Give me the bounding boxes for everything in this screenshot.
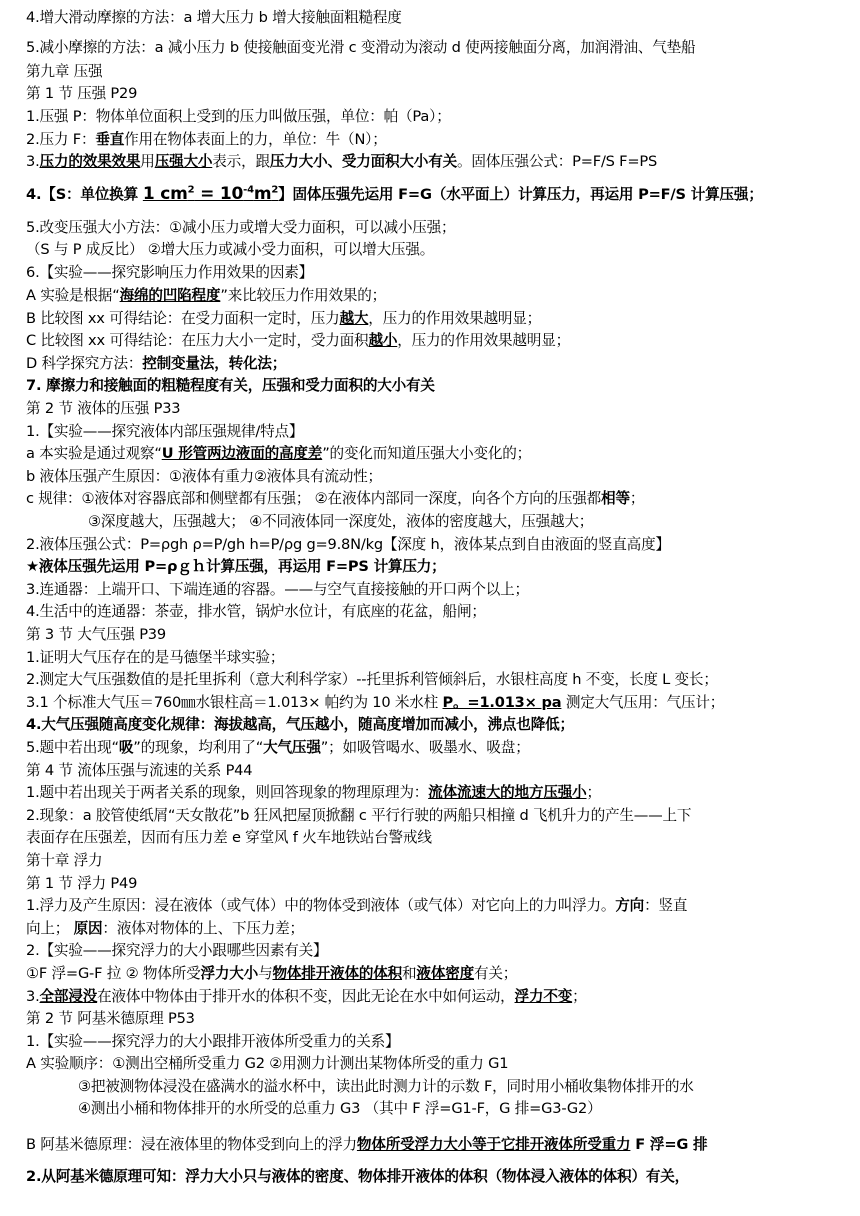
text-run: 5.题中若出现“ xyxy=(26,739,119,756)
text-run: ，压力的作用效果越明显； xyxy=(397,332,570,349)
bold-underlined-text: 浮力不变 xyxy=(514,988,573,1005)
bold-text: 相等 xyxy=(601,490,630,507)
unit-conversion-formula xyxy=(143,184,278,204)
text-line xyxy=(26,152,657,172)
text-line xyxy=(26,286,386,306)
text-run: ”来比较压力作用效果的； xyxy=(220,287,387,304)
text-run: 作用在物体表面上的力，单位：牛（N）； xyxy=(124,131,387,148)
text-line: ③深度越大，压强越大； ④不同液体同一深度处，液体的密度越大，压强越大； xyxy=(88,513,594,530)
bold-underlined-text: 越小 xyxy=(368,332,398,349)
section-heading: 第 1 节 压强 P29 xyxy=(26,85,138,102)
bold-text: 方向 xyxy=(615,897,645,914)
text-line xyxy=(26,184,763,205)
text-run: = 10 xyxy=(194,184,244,204)
chapter-heading: 第十章 浮力 xyxy=(26,852,103,869)
text-line: 4.大气压强随高度变化规律：海拔越高，气压越小，随高度增加而减小，沸点也降低； xyxy=(26,716,574,733)
bold-underlined-text: 越大 xyxy=(339,310,369,327)
text-line xyxy=(26,331,570,351)
text-line xyxy=(26,1135,707,1155)
bold-underlined-text: 液体密度 xyxy=(416,965,474,982)
bold-underlined-text: U 形管两边液面的高度差 xyxy=(161,445,323,462)
section-heading: 第 2 节 阿基米德原理 P53 xyxy=(26,1010,195,1027)
text-run: 在液体中物体由于排开水的体积不变，因此无论在水中如何运动， xyxy=(97,988,515,1005)
text-run: 2.压力 F： xyxy=(26,131,96,148)
text-line xyxy=(26,693,724,713)
text-line xyxy=(26,130,387,150)
text-line: 1.【实验——探究浮力的大小跟排开液体所受重力的关系】 xyxy=(26,1033,400,1050)
text-run: ”的变化而知道压强大小变化的； xyxy=(322,445,532,462)
text-run: 有关； xyxy=(474,965,518,982)
text-run: 与 xyxy=(258,965,273,982)
text-line: b 液体压强产生原因：①液体有重力②液体具有流动性； xyxy=(26,468,382,485)
bold-underlined-text: 全部浸没 xyxy=(39,988,98,1005)
text-line: 5.改变压强大小方法：①减小压力或增大受力面积，可以减小压强； xyxy=(26,219,456,236)
text-line: ★液体压强先运用 P=ρｇｈ计算压强，再运用 F=PS 计算压力； xyxy=(26,558,446,575)
text-run: c 规律：①液体对容器底部和侧壁都有压强； ②在液体内部同一深度，向各个方向的压强都 xyxy=(26,490,602,507)
text-line xyxy=(26,489,644,509)
section-heading: 第 1 节 浮力 P49 xyxy=(26,875,138,892)
text-line: 2.液体压强公式：P=ρgh ρ=P/gh h=P/ρg g=9.8N/kg【深度 h，液体某点到自由液面的竖直高度】 xyxy=(26,536,670,553)
text-line: 2.从阿基米德原理可知：浮力大小只与液体的密度、物体排开液体的体积（物体浸入液体的体积）有关， xyxy=(26,1168,690,1185)
text-run: A 实验是根据“ xyxy=(26,287,120,304)
bold-underlined-text: 流体流速大的地方压强小 xyxy=(428,784,587,801)
text-line: （S 与 P 成反比） ②增大压力或减小受力面积，可以增大压强。 xyxy=(26,241,435,258)
text-line xyxy=(26,919,304,939)
text-run: 1.浮力及产生原因：浸在液体（或气体）中的物体受到液体（或气体）对它向上的力叫浮力。 xyxy=(26,897,616,914)
text-run: a 本实验是通过观察“ xyxy=(26,445,162,462)
text-line xyxy=(26,964,517,984)
superscript: 2 xyxy=(187,184,195,196)
text-run: ； xyxy=(572,988,587,1005)
section-heading: 第 3 节 大气压强 P39 xyxy=(26,626,166,643)
text-run: 用 xyxy=(140,153,155,170)
bold-text: 原因 xyxy=(73,920,103,937)
bold-text: 垂直 xyxy=(95,131,125,148)
text-line: ③把被测物体浸没在盛满水的溢水杯中，读出此时测力计的示数 F，同时用小桶收集物体排开的水 xyxy=(78,1078,694,1095)
text-line: 1.【实验——探究液体内部压强规律/特点】 xyxy=(26,423,304,440)
section-heading: 第 2 节 液体的压强 P33 xyxy=(26,400,181,417)
text-line xyxy=(26,783,601,803)
text-line: 2.现象：a 胶管使纸屑“天女散花”b 狂风把屋顶掀翻 c 平行行驶的两船只相撞 d 飞机升力的产生——上下 xyxy=(26,807,692,824)
bold-text: 吸 xyxy=(118,739,134,756)
text-line: A 实验顺序：①测出空桶所受重力 G2 ②用测力计测出某物体所受的重力 G1 xyxy=(26,1055,509,1072)
bold-text: 浮力大小 xyxy=(200,965,259,982)
bold-underlined-text: 物体所受浮力大小等于它排开液体所受重力 xyxy=(356,1136,631,1153)
chapter-heading: 第九章 压强 xyxy=(26,63,103,80)
bold-text: 压力大小、受力面积大小有关 xyxy=(269,153,457,170)
text-run: B 比较图 xx 可得结论：在受力面积一定时，压力 xyxy=(26,310,340,327)
text-line: 4.生活中的连通器：茶壶，排水管，锅炉水位计，有底座的花盆，船闸； xyxy=(26,603,486,620)
bold-underlined-text: 压力的效果效果 xyxy=(39,153,141,170)
text-run: D 科学探究方法： xyxy=(26,355,143,372)
bold-text: F 浮=G 排 xyxy=(630,1136,708,1153)
text-run: 4.【S：单位换算 xyxy=(26,186,143,203)
text-run: C 比较图 xx 可得结论：在压力大小一定时，受力面积 xyxy=(26,332,369,349)
bold-underlined-text: 压强大小 xyxy=(154,153,213,170)
text-run: m xyxy=(253,184,272,204)
text-run: ：竖直 xyxy=(644,897,688,914)
text-line: 表面存在压强差，因而有压力差 e 穿堂风 f 火车地铁站台警戒线 xyxy=(26,829,432,846)
bold-underlined-text: P。=1.013× pa xyxy=(442,694,562,711)
text-line: ④测出小桶和物体排开的水所受的总重力 G3 （其中 F 浮=G1-F，G 排=G3-G2） xyxy=(78,1100,602,1117)
text-line: 7. 摩擦力和接触面的粗糙程度有关，压强和受力面积的大小有关 xyxy=(26,377,435,394)
text-run: B 阿基米德原理：浸在液体里的物体受到向上的浮力 xyxy=(26,1136,357,1153)
text-line: 2.【实验——探究浮力的大小跟哪些因素有关】 xyxy=(26,942,328,959)
superscript: -4 xyxy=(243,184,254,196)
text-run: 】固体压强先运用 F=G（水平面上）计算压力，再运用 P=F/S 计算压强； xyxy=(278,186,763,203)
text-line: 6.【实验——探究影响压力作用效果的因素】 xyxy=(26,264,314,281)
text-line: 1.压强 P：物体单位面积上受到的压力叫做压强，单位：帕（Pa）； xyxy=(26,108,451,125)
text-line xyxy=(26,354,286,374)
text-line xyxy=(26,444,531,464)
text-run: ，压力的作用效果越明显； xyxy=(368,310,542,327)
text-run: 表示，跟 xyxy=(212,153,270,170)
text-line xyxy=(26,987,587,1007)
text-line: 2.测定大气压强数值的是托里拆利（意大利科学家）--托里拆利管倾斜后，水银柱高度 h 不变，长度 L 变长； xyxy=(26,671,718,688)
text-line: 4.增大滑动摩擦的方法：a 增大压力 b 增大接触面粗糙程度 xyxy=(26,9,402,26)
text-line: 1.证明大气压存在的是马德堡半球实验； xyxy=(26,649,285,666)
section-heading: 第 4 节 流体压强与流速的关系 P44 xyxy=(26,762,253,779)
text-run: 向上； xyxy=(26,920,74,937)
bold-underlined-text: 海绵的凹陷程度 xyxy=(119,287,221,304)
bold-text: 控制变量法，转化法； xyxy=(142,355,287,372)
text-line: 5.减小摩擦的方法：a 减小压力 b 使接触面变光滑 c 变滑动为滚动 d 使两接触面分离，加润滑油、气垫船 xyxy=(26,39,696,56)
text-run: 。固体压强公式：P=F/S F=PS xyxy=(456,153,658,170)
bold-underlined-text: 物体排开液体的体积 xyxy=(272,965,403,982)
text-run: 和 xyxy=(402,965,417,982)
text-run: 3. xyxy=(26,153,40,170)
text-run: ”；如吸管喝水、吸墨水、吸盘； xyxy=(320,739,530,756)
text-run: 1 cm xyxy=(142,184,188,204)
text-run: 1.题中若出现关于两者关系的现象，则回答现象的物理原理为： xyxy=(26,784,429,801)
superscript: 2 xyxy=(271,184,279,196)
text-run: ； xyxy=(629,490,645,507)
text-line xyxy=(26,738,530,758)
text-line xyxy=(26,309,541,329)
text-line: 3.连通器：上端开口、下端连通的容器。——与空气直接接触的开口两个以上； xyxy=(26,581,529,598)
text-run: 3.1 个标准大气压＝760㎜水银柱高＝1.013× 帕约为 10 米水柱 xyxy=(26,694,443,711)
text-run: ：液体对物体的上、下压力差； xyxy=(102,920,304,937)
text-line xyxy=(26,896,687,916)
text-run: ①F 浮=G-F 拉 ② 物体所受 xyxy=(26,965,201,982)
text-run: ”的现象，均利用了“ xyxy=(133,739,264,756)
bold-text: 大气压强 xyxy=(263,739,321,756)
text-run: 3. xyxy=(26,988,40,1005)
text-run: 测定大气压用：气压计； xyxy=(561,694,725,711)
text-run: ； xyxy=(586,784,601,801)
